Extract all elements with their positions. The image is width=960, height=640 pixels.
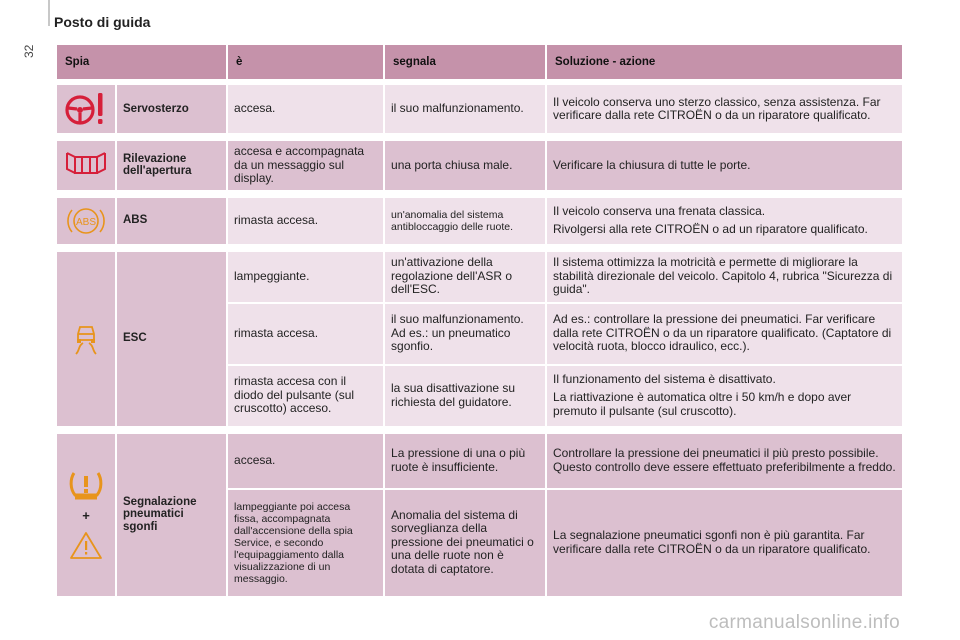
solution-cell bbox=[547, 252, 902, 304]
light-name: Segnalazione pneumatici sgonfi bbox=[117, 434, 228, 598]
solution-text: Il veicolo conserva uno sterzo classico, senza assistenza. Far verificare dalla rete CITROËN o da un riparatore qualificato. bbox=[553, 94, 881, 122]
state-cell: rimasta accesa con il diodo del pulsante (sul cruscotto) acceso. bbox=[228, 366, 385, 428]
state-cell: accesa. bbox=[228, 85, 385, 135]
steering-warning-icon bbox=[63, 89, 109, 129]
solution-text: Ad es.: controllare la pressione dei pneumatici. Far verificare dalla rete CITROËN o da un riparatore qualificato. (Captatore di velocità ruota, blocco idraulico, ecc.). bbox=[553, 312, 892, 354]
solution-cell bbox=[547, 366, 902, 428]
state-cell: lampeggiante. bbox=[228, 252, 385, 304]
state-cell: accesa. bbox=[228, 434, 385, 490]
solution-text: Controllare la pressione dei pneumatici il più presto possibile. Questo controllo deve essere effettuato preferibilmente a freddo. bbox=[553, 446, 896, 474]
warning-lights-table bbox=[57, 45, 902, 598]
warning-triangle-icon bbox=[69, 530, 103, 560]
table-row bbox=[57, 141, 902, 192]
table-row bbox=[57, 252, 902, 304]
solution-cell bbox=[547, 304, 902, 366]
solution-cell bbox=[547, 490, 902, 598]
state-cell: rimasta accesa. bbox=[228, 198, 385, 246]
solution-text: La riattivazione è automatica oltre i 50 km/h e dopo aver premuto il pulsante (sul cruscotto). bbox=[553, 390, 852, 418]
solution-cell bbox=[547, 85, 902, 135]
state-cell: lampeggiante poi accesa fissa, accompagnata dall'accensione della spia Service, e secondo l'equipaggiamento dalla visualizzazione di un messaggio. bbox=[228, 490, 385, 598]
table-row bbox=[57, 85, 902, 135]
header-spia: Spia bbox=[57, 45, 228, 79]
signal-cell: un'anomalia del sistema antibloccaggio delle ruote. bbox=[385, 198, 547, 246]
solution-cell bbox=[547, 198, 902, 246]
signal-cell: un'attivazione della regolazione dell'ASR o dell'ESC. bbox=[385, 252, 547, 304]
signal-cell: la sua disattivazione su richiesta del guidatore. bbox=[385, 366, 547, 428]
solution-text: Rivolgersi alla rete CITROËN o ad un riparatore qualificato. bbox=[553, 222, 868, 236]
icon-cell bbox=[57, 141, 117, 192]
signal-cell: una porta chiusa male. bbox=[385, 141, 547, 192]
solution-text: Verificare la chiusura di tutte le porte. bbox=[553, 157, 751, 172]
state-cell: rimasta accesa. bbox=[228, 304, 385, 366]
page-number: 32 bbox=[22, 44, 36, 58]
light-name: ABS bbox=[117, 198, 228, 246]
light-name: Rilevazione dell'apertura bbox=[117, 141, 228, 192]
header-soluzione: Soluzione - azione bbox=[547, 45, 902, 79]
watermark: carmanualsonline.info bbox=[708, 612, 900, 633]
table-header-row bbox=[57, 45, 902, 79]
solution-text: Il sistema ottimizza la motricità e permette di migliorare la stabilità direzionale del veicolo. Capitolo 4, rubrica "Sicurezza di guida". bbox=[553, 255, 893, 297]
header-e: è bbox=[228, 45, 385, 79]
signal-cell: il suo malfunzionamento. Ad es.: un pneumatico sgonfio. bbox=[385, 304, 547, 366]
solution-text: Il funzionamento del sistema è disattivato. bbox=[553, 371, 776, 386]
open-door-icon bbox=[63, 148, 109, 182]
signal-cell: il suo malfunzionamento. bbox=[385, 85, 547, 135]
header-segnala: segnala bbox=[385, 45, 547, 79]
signal-cell: La pressione di una o più ruote è insufficiente. bbox=[385, 434, 547, 490]
icon-cell bbox=[57, 434, 117, 598]
esc-skid-icon bbox=[71, 322, 101, 356]
state-cell: accesa e accompagnata da un messaggio sul display. bbox=[228, 141, 385, 192]
solution-cell bbox=[547, 141, 902, 192]
icon-cell bbox=[57, 85, 117, 135]
abs-icon-text: ABS bbox=[75, 216, 97, 228]
tyre-pressure-icon bbox=[69, 469, 103, 501]
solution-text: La segnalazione pneumatici sgonfi non è più garantita. Far verificare dalla rete CITROËN o da un riparatore qualificato. bbox=[553, 528, 871, 556]
light-name: Servosterzo bbox=[117, 85, 228, 135]
abs-icon bbox=[64, 202, 108, 240]
light-name: ESC bbox=[117, 252, 228, 428]
section-title: Posto di guida bbox=[54, 14, 151, 30]
icon-cell bbox=[57, 198, 117, 246]
table-row bbox=[57, 198, 902, 246]
icon-plus: + bbox=[82, 507, 90, 523]
icon-cell bbox=[57, 252, 117, 428]
margin-rule bbox=[48, 0, 50, 26]
signal-cell: Anomalia del sistema di sorveglianza della pressione dei pneumatici o una delle ruote non è dotata di captatore. bbox=[385, 490, 547, 598]
solution-text: Il veicolo conserva una frenata classica. bbox=[553, 203, 766, 218]
solution-cell bbox=[547, 434, 902, 490]
table-row bbox=[57, 434, 902, 490]
